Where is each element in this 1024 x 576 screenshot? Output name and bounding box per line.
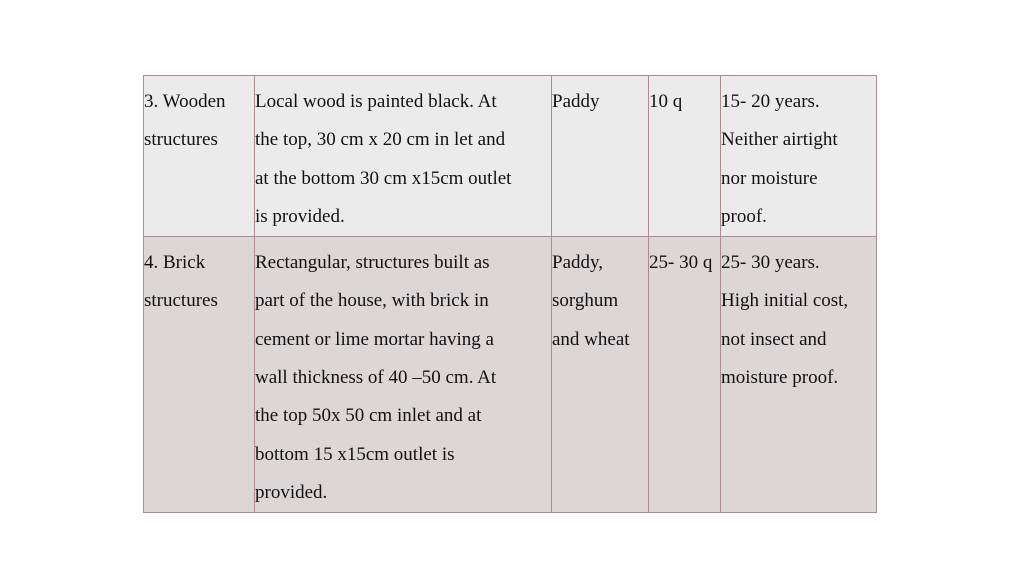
cell-line: Neither airtight <box>721 129 838 151</box>
cell-line: Paddy, <box>552 252 604 274</box>
cell-line: structures <box>144 129 218 151</box>
cell-line: moisture proof. <box>721 367 839 389</box>
cell-structure-type <box>144 237 255 513</box>
cell-line: is provided. <box>255 205 345 227</box>
table-row-wooden <box>144 76 877 237</box>
cell-capacity <box>649 237 721 513</box>
cell-remarks <box>721 76 877 237</box>
cell-line: High initial cost, <box>721 290 849 312</box>
table-row-brick <box>144 237 877 513</box>
cell-line: the top 50x 50 cm inlet and at <box>255 405 482 427</box>
cell-capacity <box>649 76 721 237</box>
cell-line: 25- 30 years. <box>721 252 820 274</box>
cell-line: the top, 30 cm x 20 cm in let and <box>255 129 506 151</box>
cell-line: and wheat <box>552 328 630 350</box>
cell-line: 4. Brick <box>144 252 206 274</box>
cell-line: nor moisture <box>721 167 818 189</box>
cell-line: Local wood is painted black. At <box>255 91 497 112</box>
storage-structures-table <box>143 75 877 513</box>
cell-description <box>255 76 552 237</box>
cell-remarks <box>721 237 877 513</box>
cell-line: 25- 30 q <box>649 252 713 274</box>
cell-line: proof. <box>721 205 767 227</box>
cell-line: 10 q <box>649 91 683 112</box>
cell-line: provided. <box>255 481 328 503</box>
cell-line: not insect and <box>721 328 827 350</box>
cell-line: part of the house, with brick in <box>255 290 489 312</box>
cell-line: wall thickness of 40 –50 cm. At <box>255 367 497 389</box>
cell-line: sorghum <box>552 290 619 312</box>
cell-line: Paddy <box>552 91 600 112</box>
cell-line: bottom 15 x15cm outlet is <box>255 443 455 465</box>
cell-line: at the bottom 30 cm x15cm outlet <box>255 167 512 189</box>
cell-grain <box>552 76 649 237</box>
cell-grain <box>552 237 649 513</box>
cell-line: 3. Wooden <box>144 91 226 112</box>
cell-structure-type <box>144 76 255 237</box>
cell-line: structures <box>144 290 218 312</box>
cell-line: 15- 20 years. <box>721 91 820 112</box>
cell-line: Rectangular, structures built as <box>255 252 490 274</box>
cell-line: cement or lime mortar having a <box>255 328 494 350</box>
cell-description <box>255 237 552 513</box>
